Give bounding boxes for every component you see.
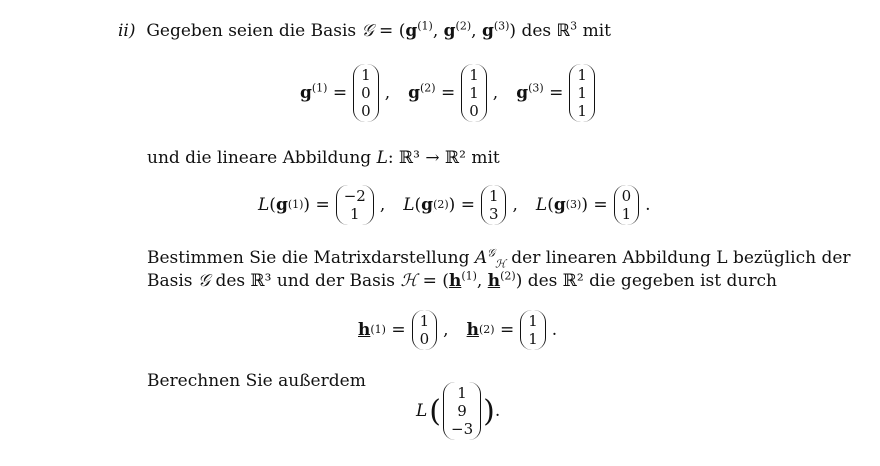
g2-vector: 1 1 0 <box>461 64 487 122</box>
intro-suffix: des <box>521 21 552 41</box>
space-symbol: ℝ <box>556 21 571 41</box>
task-line-2: Basis 𝒢 des ℝ³ und der Basis ℋ = ($h^{(1)}$, $h^{(2)}$) des ℝ² die gegeben ist durch <box>147 269 777 291</box>
compute-vector: 1 9 −3 <box>443 382 481 440</box>
g2-label: $g^{(2)}$ = <box>408 81 456 103</box>
image2-vector: 1 3 <box>481 185 507 225</box>
task-line-1: Bestimmen Sie die Matrixdarstellung $A^𝒢_ℋ$ der linearen Abbildung L bezüglich der <box>147 246 851 271</box>
map-prefix: und die lineare Abbildung <box>147 148 372 168</box>
h2-vector: 1 1 <box>520 310 546 350</box>
g1-vector: 1 0 0 <box>353 64 379 122</box>
linear-map-line: und die lineare Abbildung L: ℝ³ → ℝ² mit <box>147 148 500 168</box>
images-equation: L ( g (1) ) = −2 1 , L ( g (2) ) = 1 3 , L ( g (3) ) = 0 1 . <box>258 187 651 223</box>
image3-vector: 0 1 <box>614 185 640 225</box>
g-vectors-equation: $g^{(1)}$ = 1 0 0 , $g^{(2)}$ = 1 1 0 , $g^{(3)}$ = 1 1 1 <box>300 64 601 122</box>
space-exp: 3 <box>570 19 578 33</box>
map-symbol: L <box>376 148 388 168</box>
map-domain: ℝ³ → ℝ² <box>399 148 466 168</box>
g3-vector: 1 1 1 <box>569 64 595 122</box>
g1-label: $g^{(1)}$ = <box>300 81 348 103</box>
h1-vector: 1 0 <box>412 310 438 350</box>
basis-name: 𝒢 <box>361 21 374 41</box>
g3-label: $g^{(3)}$ = <box>516 81 564 103</box>
intro-tail: mit <box>582 21 611 41</box>
h-vectors-equation: h (1) = 1 0 , h (2) = 1 1 . <box>358 312 558 348</box>
intro-line: ii) Gegeben seien die Basis 𝒢 = ($g^{(1)}$, $g^{(2)}$, $g^{(3)}$) des ℝ$^3$ mit <box>118 19 611 41</box>
compute-expression: L ( 1 9 −3 ) . <box>416 384 501 438</box>
matrix-symbol: $A^𝒢_ℋ$ <box>474 246 506 271</box>
task-label: ii) <box>118 21 136 41</box>
compute-text: Berechnen Sie außerdem <box>147 371 366 391</box>
map-suffix: mit <box>471 148 500 168</box>
image1-vector: −2 1 <box>336 185 374 225</box>
intro-prefix: Gegeben seien die Basis <box>146 21 357 41</box>
